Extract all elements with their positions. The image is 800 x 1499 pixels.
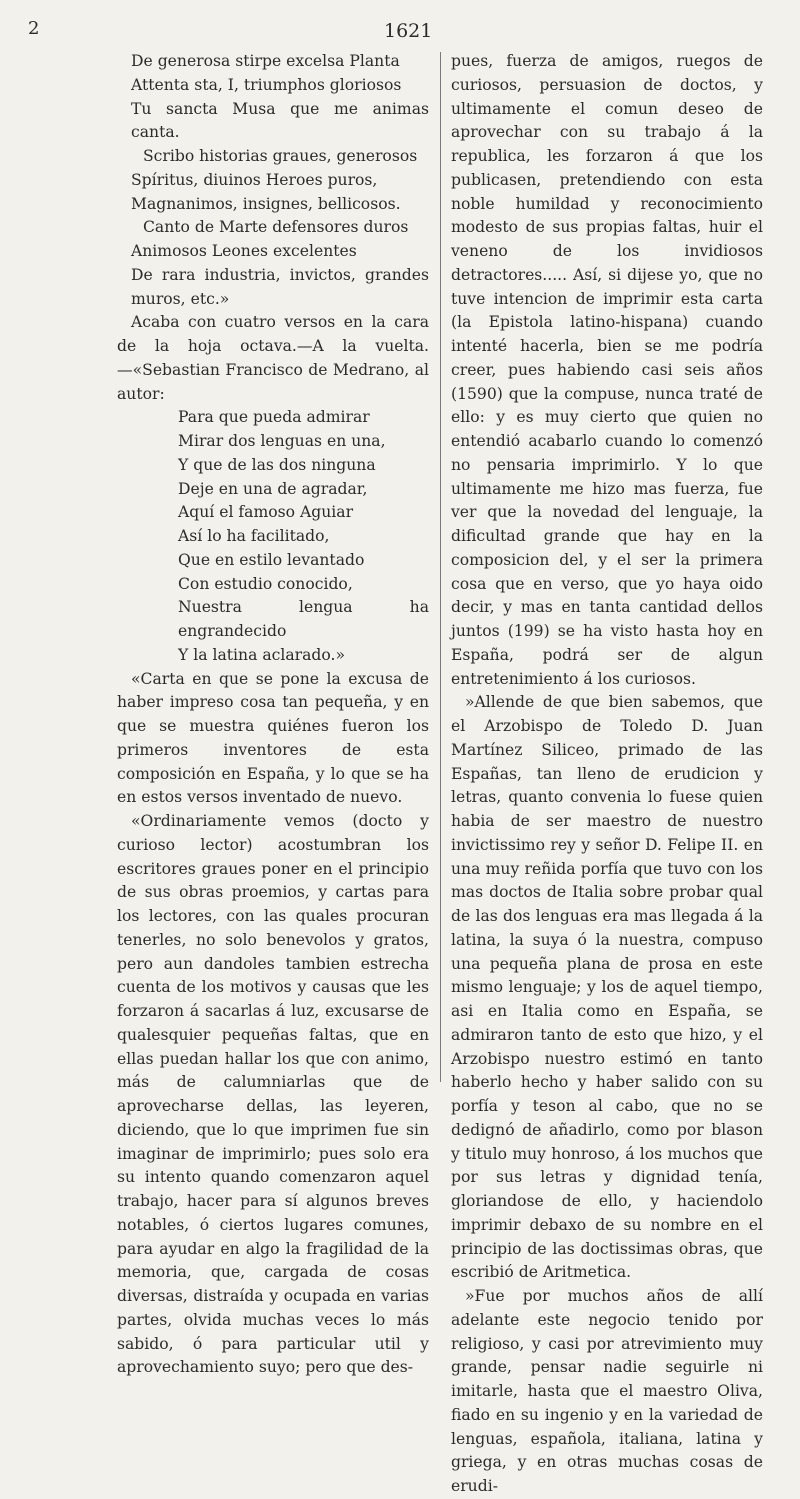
verse-line: Aquí el famoso Aguiar [178,503,354,522]
verse-line: Scribo historias graues, generosos [143,147,418,165]
verse-line: Animosos Leones excelentes [131,242,357,260]
right-column [451,50,763,1499]
verse-line: Canto de Marte defensores duros [143,218,409,237]
verse-line: Attenta sta, I, triumphos gloriosos [131,75,402,94]
paragraph-octava: Acaba con cuatro versos en la cara de la hoja octava.—A la vuelta.—«Sebastian Francisco de Medrano, al autor: [117,313,429,403]
paragraph-fue-por-muchos: »Fue por muchos años de allí adelante este negocio tenido por religioso, y casi por atrevimiento muy grande, pensar nadie seguirle ni imitarle, hasta que el maestro Oliva, fiado en su ingenio y en la variedad de lenguas, española, italiana, latina y griega, y en otras muchas cosas de erudi- [451,1287,763,1495]
verse-line: Con estudio conocido, [178,574,353,593]
verse-block-medrano [117,406,429,667]
verse-line: Y que de las dos ninguna [178,455,376,474]
verse-line: Deje en una de agradar, [178,479,368,498]
verse-line: Tu sancta Musa que me animas canta. [131,99,429,142]
verse-line: Y la latina aclarado.» [178,645,345,664]
verse-line: Así lo ha facilitado, [178,527,330,545]
running-head-year: 1621 [384,20,433,42]
left-column [117,50,429,1380]
paragraph-allende: »Allende de que bien sabemos, que el Arzobispo de Toledo D. Juan Martínez Siliceo, primado de las Españas, tan lleno de erudicion y letras, quanto convenia lo fuese quien habia de ser maestro de nuestro invictissimo rey y señor D. Felipe II. en una muy reñida porfía que tuvo con los mas doctos de Italia sobre probar qual de las dos lenguas era mas llegada á la latina, la suya ó la nuestra, compuso una pequeña plana de prosa en este mismo lenguaje; y los de aquel tiempo, asi en Italia como en España, se admiraron tanto de esto que hizo, y el Arzobispo nuestro estimó en tanto haberlo hecho y haber salido con su porfía y teson al cabo, que no se dedignó de añadirlo, como por blason y titulo muy honroso, á los muchos que por sus letras y dignidad tenía, gloriandose de ello, y haciendolo imprimir debaxo de su nombre en el principio de las doctissimas obras, que escribió de Aritmetica. [451,693,763,1282]
paragraph-ordinariamente: «Ordinariamente vemos (docto y curioso lector) acostumbran los escritores graues poner en el principio de sus obras proemios, y cartas para los lectores, con las quales procuran tenerles, no solo benevolos y gratos, pero aun dandoles tambien estrecha cuenta de los motivos y causas que les forzaron á sacarlas á luz, excusarse de qualesquier pequeñas faltas, que en ellas puedan hallar los que con animo, más de calumniarlas que de aprovecharse dellas, las leyeren, diciendo, que lo que imprimen fue sin imaginar de imprimirlo; pues solo era su intento quando comenzaron aquel trabajo, hacer para sí algunos breves notables, ó ciertos lugares comunes, para ayudar en algo la fragilidad de la memoria, que, cargada de cosas diversas, distraída y ocupada en varias partes, olvida muchas veces lo más sabido, ó para particular util y aprovechamiento suyo; pero que des- [117,812,429,1377]
verse-line: Para que pueda admirar [178,408,370,427]
verse-line: De rara industria, invictos, grandes muros, etc.» [131,265,429,308]
verse-line: Spíritus, diuinos Heroes puros, [131,170,378,189]
page-number: 2 [28,18,40,39]
verse-line: Que en estilo levantado [178,550,365,569]
column-rule [440,52,441,1082]
verse-line: Mirar dos lenguas en una, [178,432,386,450]
verse-block-latin-hispana [117,50,429,311]
paragraph-carta-title: «Carta en que se pone la excusa de haber impreso cosa tan pequeña, y en que se muestra quiénes fueron los primeros inventores de esta composición en España, y lo que se ha en estos versos inventado de nuevo. [117,669,429,807]
paragraph-continuation: pues, fuerza de amigos, ruegos de curiosos, persuasion de doctos, y ultimamente el comun deseo de aprovechar con su trabajo á la republica, les forzaron á que los publicasen, pretendiendo con esta noble humildad y reconocimiento modesto de sus propias faltas, huir el veneno de los invidiosos detractores..... Así, si dijese yo, que no tuve intencion de imprimir esta carta (la Epistola latino-hispana) cuando intenté hacerla, bien se me podría creer, pues habiendo casi seis años (1590) que la compuse, nunca traté de ello: y es muy cierto que quien no entendió acabarlo cuando lo comenzó no pensaria imprimirlo. Y lo que ultimamente me hizo mas fuerza, fue ver que la novedad del lenguaje, la dificultad grande que hay en la composicion del, y el ser la primera cosa que en verso, que yo haya oido decir, y mas en tanta cantidad dellos juntos (199) se ha visto hasta hoy en España, podrá ser de algun entretenimiento á los curiosos. [451,52,763,688]
verse-line: Nuestra lengua ha engrandecido [178,598,429,640]
verse-line: Magnanimos, insignes, bellicosos. [131,194,401,213]
verse-line: De generosa stirpe excelsa Planta [131,52,400,70]
